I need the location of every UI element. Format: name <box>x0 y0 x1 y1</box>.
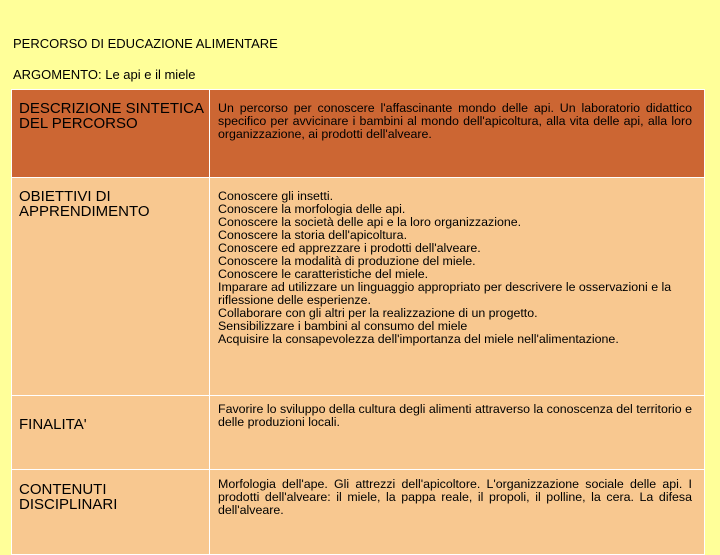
table-row-objectives <box>12 178 705 396</box>
objective-item: Conoscere le caratteristiche del miele. <box>218 267 429 281</box>
topic-subtitle: ARGOMENTO: Le api e il miele <box>13 67 196 82</box>
objectives-label: OBIETTIVI DI APPRENDIMENTO <box>12 178 210 396</box>
objective-item: Conoscere la morfologia delle api. <box>218 202 406 216</box>
table-row-purpose <box>12 396 705 470</box>
objective-item: Sensibilizzare i bambini al consumo del miele <box>218 319 468 333</box>
objective-item: Conoscere la società delle api e la loro organizzazione. <box>218 215 522 229</box>
objective-item: Collaborare con gli altri per la realizzazione di un progetto. <box>218 306 538 320</box>
objective-item: Imparare ad utilizzare un linguaggio appropriato per descrivere le osservazioni e la riflessione delle esperienze. <box>218 280 672 307</box>
objective-item: Acquisire la consapevolezza dell'importanza del miele nell'alimentazione. <box>218 332 619 346</box>
table-row-contents <box>12 470 705 555</box>
page-title: PERCORSO DI EDUCAZIONE ALIMENTARE <box>13 36 278 51</box>
purpose-text: Favorire lo sviluppo della cultura degli alimenti attraverso la conoscenza del territorio e delle produzioni locali. <box>210 396 705 470</box>
contents-label: CONTENUTI DISCIPLINARI <box>12 470 210 555</box>
description-text: Un percorso per conoscere l'affascinante mondo delle api. Un laboratorio didattico specifico per avvicinare i bambini al mondo dell'apicoltura, alla vita delle api, alla loro organizzazione, ai prodotti dell'alveare. <box>210 90 705 178</box>
course-table <box>11 89 705 555</box>
objective-item: Conoscere la storia dell'apicoltura. <box>218 228 408 242</box>
contents-text: Morfologia dell'ape. Gli attrezzi dell'apicoltore. L'organizzazione sociale delle api. I prodotti dell'alveare: il miele, la pappa reale, il propoli, il polline, la cera. La difesa dell'alveare. <box>210 470 705 555</box>
table-row-description <box>12 90 705 178</box>
objectives-list <box>210 178 705 396</box>
objective-item: Conoscere la modalità di produzione del miele. <box>218 254 476 268</box>
purpose-label: FINALITA' <box>12 396 210 470</box>
objective-item: Conoscere ed apprezzare i prodotti dell'alveare. <box>218 241 481 255</box>
objective-item: Conoscere gli insetti. <box>218 189 334 203</box>
description-label: DESCRIZIONE SINTETICA DEL PERCORSO <box>12 90 210 178</box>
